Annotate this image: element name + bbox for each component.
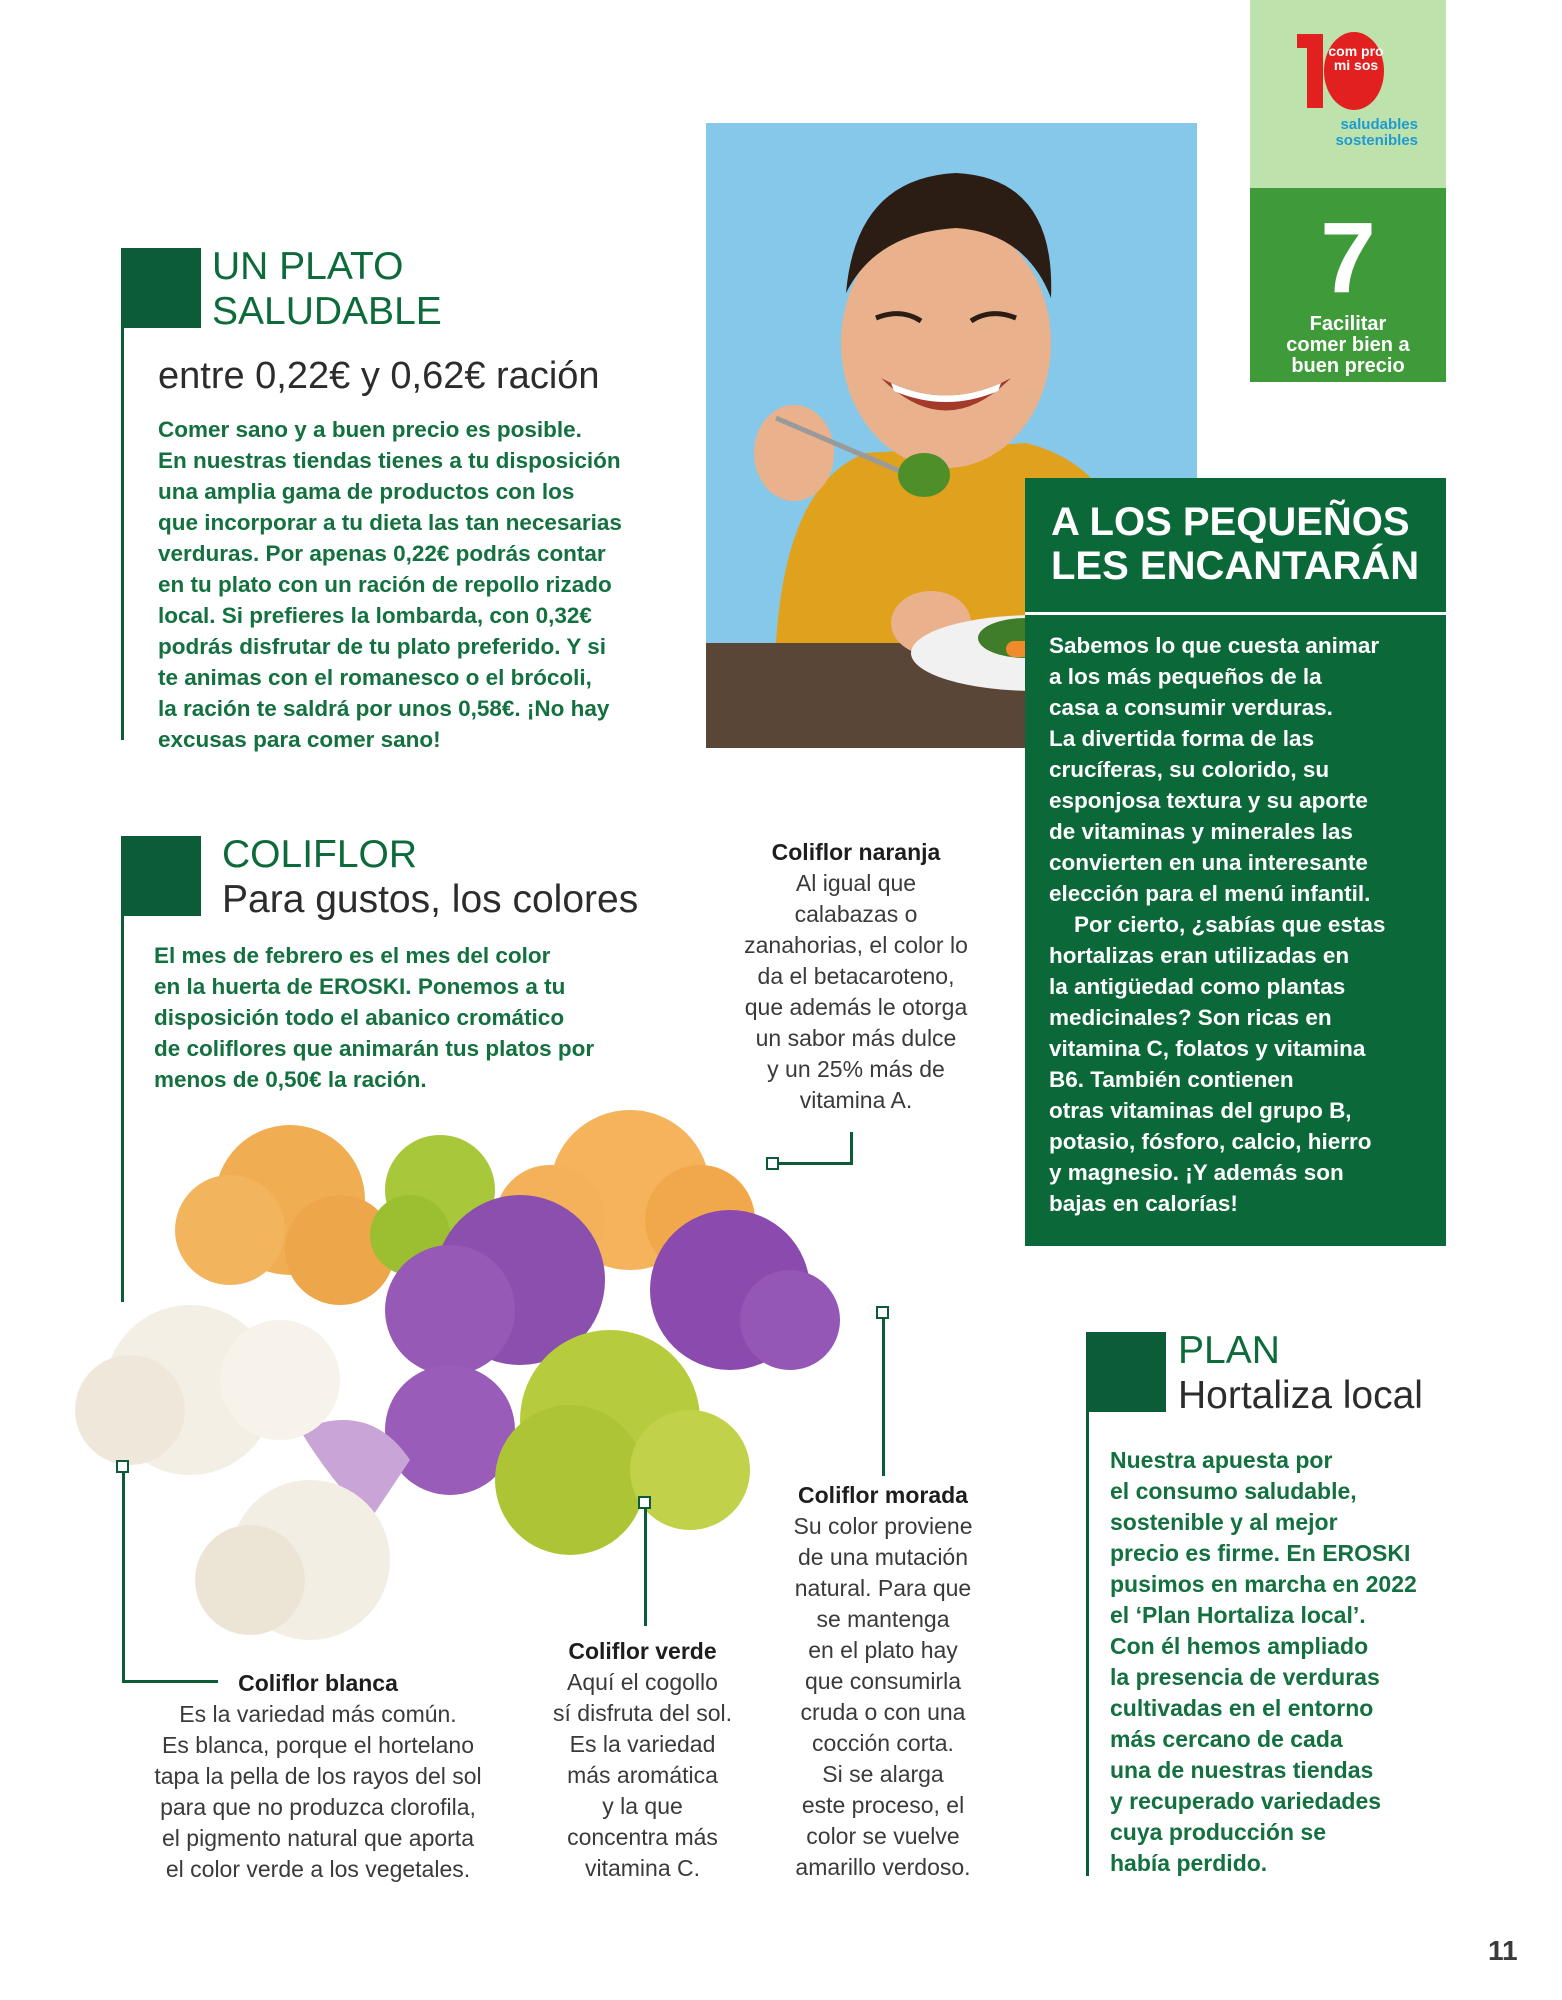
commitment-number: 7 xyxy=(1320,202,1376,314)
caption-morada-line: cruda o con una xyxy=(800,1699,966,1725)
logo-line-sostenibles: sostenibles xyxy=(1335,132,1418,149)
coliflor-title: COLIFLOR xyxy=(222,833,418,876)
plan-body-line: una de nuestras tiendas xyxy=(1110,1757,1374,1783)
pequenos-body-line: hortalizas eran utilizadas en xyxy=(1049,943,1350,968)
plan-body xyxy=(1110,1445,1450,1879)
caption-verde xyxy=(530,1636,755,1884)
pequenos-body-line: elección para el menú infantil. xyxy=(1049,881,1371,906)
coliflor-body-line: de coliflores que animarán tus platos por xyxy=(154,1036,595,1061)
pequenos-title xyxy=(1051,500,1431,588)
pequenos-body-line: Sabemos lo que cuesta animar xyxy=(1049,633,1380,658)
pequenos-body-line: esponjosa textura y su aporte xyxy=(1049,788,1368,813)
pequenos-title-line: A LOS PEQUEÑOS xyxy=(1051,500,1410,544)
plan-body-line: más cercano de cada xyxy=(1110,1726,1343,1752)
plato-body-line: que incorporar a tu dieta las tan necesarias xyxy=(158,510,622,535)
plato-body-line: En nuestras tiendas tienes a tu disposición xyxy=(158,448,621,473)
pequenos-body-line: de vitaminas y minerales las xyxy=(1049,819,1353,844)
plan-body-line: pusimos en marcha en 2022 xyxy=(1110,1571,1417,1597)
commitment-7-panel xyxy=(1250,188,1446,382)
plato-body xyxy=(158,414,678,755)
caption-verde-line: Es la variedad xyxy=(569,1731,716,1757)
pequenos-body-line: B6. También contienen xyxy=(1049,1067,1294,1092)
caption-morada-line: Si se alarga xyxy=(822,1761,944,1787)
caption-verde-line: más aromática xyxy=(567,1762,718,1788)
caption-naranja-line: un sabor más dulce xyxy=(755,1025,957,1051)
caption-naranja-line: y un 25% más de xyxy=(767,1056,945,1082)
marker-dot-naranja xyxy=(766,1157,779,1170)
pequenos-title-line: LES ENCANTARÁN xyxy=(1051,544,1420,588)
caption-blanca-title: Coliflor blanca xyxy=(238,1670,398,1696)
pequenos-body-line: vitamina C, folatos y vitamina xyxy=(1049,1036,1366,1061)
caption-morada-line: se mantenga xyxy=(816,1606,950,1632)
caption-morada-line: este proceso, el xyxy=(801,1792,965,1818)
coliflor-body-line: El mes de febrero es el mes del color xyxy=(154,943,551,968)
section-marker-plato xyxy=(121,248,201,328)
pequenos-panel xyxy=(1025,478,1446,1246)
caption-blanca-line: para que no produzca clorofila, xyxy=(160,1794,476,1820)
connector-verde xyxy=(644,1508,647,1626)
caption-naranja-line: vitamina A. xyxy=(799,1087,913,1113)
commitment-label xyxy=(1250,314,1446,377)
plato-body-line: podrás disfrutar de tu plato preferido. Y si xyxy=(158,634,607,659)
logo-text: com pro mi sos xyxy=(1328,43,1384,73)
coliflor-body xyxy=(154,940,674,1095)
pequenos-body-line: Por cierto, ¿sabías que estas xyxy=(1049,912,1386,937)
plan-body-line: sostenible y al mejor xyxy=(1110,1509,1338,1535)
caption-morada-line: que consumirla xyxy=(805,1668,961,1694)
plan-body-line: el ‘Plan Hortaliza local’. xyxy=(1110,1602,1366,1628)
connector-naranja xyxy=(775,1162,853,1165)
section-rule-plan xyxy=(1086,1412,1089,1876)
plato-body-line: excusas para comer sano! xyxy=(158,727,441,752)
coliflor-body-line: disposición todo el abanico cromático xyxy=(154,1005,565,1030)
plan-subtitle: Hortaliza local xyxy=(1178,1374,1423,1417)
pequenos-body-line: medicinales? Son ricas en xyxy=(1049,1005,1332,1030)
plan-body-line: Con él hemos ampliado xyxy=(1110,1633,1369,1659)
plato-title xyxy=(212,244,442,334)
plan-title: PLAN xyxy=(1178,1329,1280,1372)
plan-body-line: la presencia de verduras xyxy=(1110,1664,1380,1690)
caption-verde-line: concentra más xyxy=(567,1824,718,1850)
connector-naranja xyxy=(850,1132,853,1164)
caption-blanca xyxy=(118,1668,518,1885)
marker-dot-morada xyxy=(876,1306,889,1319)
connector-blanca xyxy=(122,1470,125,1682)
caption-verde-title: Coliflor verde xyxy=(568,1638,717,1664)
plato-subtitle: entre 0,22€ y 0,62€ ración xyxy=(158,355,600,397)
plan-body-line: precio es firme. En EROSKI xyxy=(1110,1540,1411,1566)
pequenos-body-line: bajas en calorías! xyxy=(1049,1191,1238,1216)
caption-blanca-line: el color verde a los vegetales. xyxy=(165,1856,471,1882)
caption-verde-line: y la que xyxy=(602,1793,683,1819)
plan-body-line: el consumo saludable, xyxy=(1110,1478,1357,1504)
section-rule-plato xyxy=(121,328,124,740)
plan-body-line: había perdido. xyxy=(1110,1850,1268,1876)
caption-morada-line: natural. Para que xyxy=(794,1575,972,1601)
marker-dot-verde xyxy=(638,1496,651,1509)
pequenos-body-line: crucíferas, su colorido, su xyxy=(1049,757,1330,782)
coliflor-heading xyxy=(222,832,638,922)
caption-verde-line: vitamina C. xyxy=(584,1855,701,1881)
caption-morada xyxy=(770,1480,996,1883)
caption-naranja-line: Al igual que xyxy=(795,870,917,896)
plato-body-line: Comer sano y a buen precio es posible. xyxy=(158,417,582,442)
plato-body-line: verduras. Por apenas 0,22€ podrás contar xyxy=(158,541,606,566)
logo-subtext xyxy=(1298,117,1418,149)
caption-blanca-line: tapa la pella de los rayos del sol xyxy=(154,1763,482,1789)
plan-body-line: cuya producción se xyxy=(1110,1819,1327,1845)
caption-morada-line: color se vuelve xyxy=(806,1823,960,1849)
section-marker-plan xyxy=(1086,1332,1166,1412)
plan-heading xyxy=(1178,1328,1423,1418)
pequenos-body-line: la antigüedad como plantas xyxy=(1049,974,1346,999)
plan-body-line: y recuperado variedades xyxy=(1110,1788,1382,1814)
caption-blanca-line: Es la variedad más común. xyxy=(179,1701,457,1727)
logo-line-saludables: saludables xyxy=(1340,116,1418,133)
caption-morada-line: amarillo verdoso. xyxy=(795,1854,971,1880)
caption-naranja xyxy=(706,837,1006,1116)
pequenos-body-line: y magnesio. ¡Y además son xyxy=(1049,1160,1344,1185)
pequenos-body xyxy=(1049,630,1434,1219)
plato-body-line: la ración te saldrá por unos 0,58€. ¡No hay xyxy=(158,696,610,721)
connector-morada xyxy=(882,1316,885,1476)
caption-blanca-line: Es blanca, porque el hortelano xyxy=(162,1732,474,1758)
caption-morada-title: Coliflor morada xyxy=(798,1482,968,1508)
commitment-label-line: buen precio xyxy=(1291,355,1405,377)
pequenos-body-line: a los más pequeños de la xyxy=(1049,664,1322,689)
commitment-label-line: Facilitar xyxy=(1309,313,1387,335)
pequenos-body-line: potasio, fósforo, calcio, hierro xyxy=(1049,1129,1372,1154)
caption-naranja-line: que además le otorga xyxy=(744,994,968,1020)
coliflor-body-line: menos de 0,50€ la ración. xyxy=(154,1067,427,1092)
plato-title-line: SALUDABLE xyxy=(212,290,442,333)
plato-body-line: una amplia gama de productos con los xyxy=(158,479,575,504)
section-marker-coliflor xyxy=(121,836,201,916)
page-number: 11 xyxy=(1488,1935,1518,1966)
caption-naranja-line: calabazas o xyxy=(794,901,918,927)
pequenos-body-line: La divertida forma de las xyxy=(1049,726,1315,751)
divider xyxy=(1025,612,1446,615)
caption-morada-line: de una mutación xyxy=(797,1544,969,1570)
marker-dot-blanca xyxy=(116,1460,129,1473)
plan-body-line: cultivadas en el entorno xyxy=(1110,1695,1374,1721)
caption-naranja-line: da el betacaroteno, xyxy=(757,963,955,989)
caption-naranja-title: Coliflor naranja xyxy=(771,839,941,865)
plan-body-line: Nuestra apuesta por xyxy=(1110,1447,1333,1473)
pequenos-body-line: otras vitaminas del grupo B, xyxy=(1049,1098,1352,1123)
plato-body-line: local. Si prefieres la lombarda, con 0,32€ xyxy=(158,603,592,628)
caption-blanca-line: el pigmento natural que aporta xyxy=(162,1825,474,1851)
plato-title-line: UN PLATO xyxy=(212,245,404,288)
caption-naranja-line: zanahorias, el color lo xyxy=(744,932,968,958)
caption-morada-line: en el plato hay xyxy=(808,1637,958,1663)
caption-verde-line: sí disfruta del sol. xyxy=(553,1700,732,1726)
pequenos-body-line: casa a consumir verduras. xyxy=(1049,695,1333,720)
caption-verde-line: Aquí el cogollo xyxy=(567,1669,718,1695)
plato-body-line: te animas con el romanesco o el brócoli, xyxy=(158,665,592,690)
plato-body-line: en tu plato con un ración de repollo rizado xyxy=(158,572,612,597)
coliflor-subtitle: Para gustos, los colores xyxy=(222,878,639,921)
caption-morada-line: Su color proviene xyxy=(793,1513,973,1539)
commitments-logo-panel xyxy=(1250,0,1446,188)
pequenos-body-line: convierten en una interesante xyxy=(1049,850,1368,875)
coliflor-body-line: en la huerta de EROSKI. Ponemos a tu xyxy=(154,974,566,999)
compromisos-logo xyxy=(1250,0,1446,188)
commitment-label-line: comer bien a xyxy=(1286,334,1410,356)
caption-morada-line: cocción corta. xyxy=(812,1730,954,1756)
